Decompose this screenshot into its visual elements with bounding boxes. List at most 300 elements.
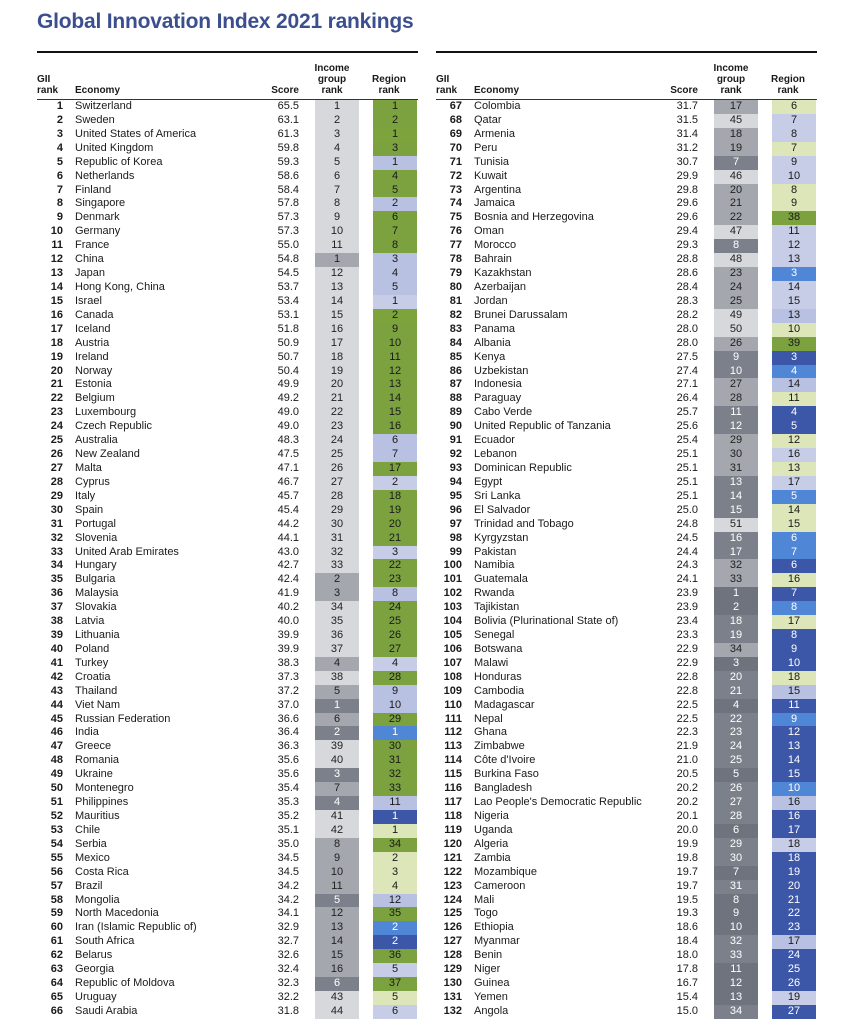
gii-rank-cell: 119 — [444, 823, 462, 836]
region-rank-cell: 6 — [772, 559, 816, 573]
score-cell: 18.0 — [676, 949, 698, 962]
economy-cell: Sweden — [75, 113, 115, 126]
score-cell: 32.3 — [277, 977, 299, 990]
income-group-rank-cell: 22 — [714, 211, 758, 225]
economy-cell: Rwanda — [474, 587, 515, 600]
score-cell: 44.1 — [277, 531, 299, 544]
region-rank-cell: 5 — [373, 991, 417, 1005]
table-row — [436, 239, 817, 253]
score-cell: 28.6 — [676, 267, 698, 280]
table-row — [436, 100, 817, 114]
gii-rank-cell: 80 — [449, 280, 462, 293]
score-cell: 25.4 — [676, 434, 698, 447]
income-group-rank-cell: 6 — [315, 170, 359, 184]
gii-rank-cell: 86 — [449, 364, 462, 377]
region-rank-cell: 13 — [772, 462, 816, 476]
region-rank-cell: 13 — [772, 740, 816, 754]
economy-cell: Zambia — [474, 851, 511, 864]
table-row — [436, 726, 817, 740]
income-group-rank-cell: 8 — [315, 838, 359, 852]
table-row — [37, 546, 418, 560]
score-cell: 29.8 — [676, 183, 698, 196]
income-group-rank-cell: 1 — [315, 253, 359, 267]
table-row — [436, 518, 817, 532]
economy-cell: Tunisia — [474, 155, 510, 168]
region-rank-cell: 1 — [373, 156, 417, 170]
economy-cell: Austria — [75, 336, 110, 349]
region-rank-cell: 24 — [772, 949, 816, 963]
table-row — [436, 225, 817, 239]
economy-cell: Bulgaria — [75, 573, 116, 586]
income-group-rank-cell: 28 — [714, 810, 758, 824]
table-body — [436, 100, 817, 1019]
table-row — [37, 935, 418, 949]
region-rank-cell: 7 — [373, 448, 417, 462]
region-rank-cell: 9 — [373, 323, 417, 337]
income-group-rank-cell: 29 — [714, 434, 758, 448]
income-group-rank-cell: 15 — [714, 504, 758, 518]
economy-cell: United Arab Emirates — [75, 545, 179, 558]
region-rank-cell: 26 — [373, 629, 417, 643]
economy-cell: Uruguay — [75, 991, 117, 1003]
table-body — [37, 100, 418, 1019]
economy-cell: Sri Lanka — [474, 489, 521, 502]
gii-rank-cell: 23 — [50, 406, 63, 419]
score-cell: 45.7 — [277, 489, 299, 502]
score-cell: 31.8 — [277, 1004, 299, 1017]
score-cell: 32.6 — [277, 949, 299, 962]
income-group-rank-cell: 26 — [315, 462, 359, 476]
income-group-rank-cell: 26 — [714, 782, 758, 796]
score-cell: 31.7 — [676, 100, 698, 112]
income-group-rank-cell: 3 — [315, 768, 359, 782]
score-cell: 25.7 — [676, 406, 698, 419]
score-cell: 21.0 — [676, 754, 698, 767]
score-cell: 46.7 — [277, 475, 299, 488]
region-rank-cell: 2 — [373, 197, 417, 211]
score-cell: 19.8 — [676, 851, 698, 864]
gii-rank-cell: 125 — [443, 907, 462, 920]
region-rank-cell: 13 — [772, 253, 816, 267]
table-row — [37, 713, 418, 727]
economy-cell: Hungary — [75, 559, 117, 572]
table-row — [436, 406, 817, 420]
score-cell: 19.7 — [676, 865, 698, 878]
income-group-rank-cell: 16 — [714, 532, 758, 546]
economy-cell: Mali — [474, 893, 495, 906]
income-group-rank-cell: 5 — [315, 156, 359, 170]
income-group-rank-cell: 44 — [315, 1005, 359, 1019]
region-rank-cell: 17 — [772, 935, 816, 949]
table-row — [37, 963, 418, 977]
region-rank-cell: 18 — [772, 852, 816, 866]
gii-rank-cell: 56 — [50, 865, 63, 878]
economy-cell: China — [75, 253, 104, 266]
region-rank-cell: 8 — [772, 629, 816, 643]
income-group-rank-cell: 38 — [315, 671, 359, 685]
region-rank-cell: 1 — [373, 295, 417, 309]
gii-rank-cell: 105 — [443, 629, 462, 642]
table-header — [37, 53, 418, 100]
economy-cell: Viet Nam — [75, 698, 121, 711]
score-cell: 23.9 — [676, 587, 698, 600]
score-cell: 48.3 — [277, 434, 299, 447]
gii-rank-cell: 30 — [50, 503, 63, 516]
economy-cell: Luxembourg — [75, 406, 137, 419]
income-group-rank-cell: 3 — [714, 657, 758, 671]
region-rank-cell: 5 — [373, 281, 417, 295]
table-row — [436, 907, 817, 921]
income-group-rank-cell: 17 — [315, 337, 359, 351]
table-row — [436, 462, 817, 476]
gii-rank-cell: 11 — [51, 239, 63, 252]
score-cell: 25.1 — [676, 461, 698, 474]
score-cell: 26.4 — [676, 392, 698, 405]
table-row — [37, 782, 418, 796]
economy-cell: Uzbekistan — [474, 364, 529, 377]
table-row — [436, 434, 817, 448]
table-row — [436, 351, 817, 365]
gii-rank-cell: 3 — [56, 127, 63, 140]
region-rank-cell: 6 — [772, 532, 816, 546]
region-rank-cell: 17 — [772, 476, 816, 490]
score-cell: 34.2 — [277, 893, 299, 906]
table-row — [436, 671, 817, 685]
score-cell: 25.0 — [676, 503, 698, 516]
gii-rank-cell: 101 — [443, 573, 462, 586]
income-group-rank-cell: 40 — [315, 754, 359, 768]
score-cell: 49.2 — [277, 392, 299, 405]
income-group-rank-cell: 24 — [714, 281, 758, 295]
gii-rank-cell: 110 — [444, 698, 462, 711]
region-rank-cell: 27 — [772, 1005, 816, 1019]
income-group-rank-cell: 33 — [315, 559, 359, 573]
region-rank-cell: 9 — [772, 197, 816, 211]
gii-rank-cell: 66 — [50, 1004, 63, 1017]
score-cell: 24.3 — [676, 559, 698, 572]
gii-rank-cell: 61 — [50, 935, 63, 948]
economy-cell: Mozambique — [474, 865, 537, 878]
table-row — [436, 211, 817, 225]
gii-rank-cell: 59 — [50, 907, 63, 920]
table-row — [436, 852, 817, 866]
economy-cell: Algeria — [474, 837, 509, 850]
gii-rank-cell: 68 — [449, 113, 462, 126]
region-rank-cell: 15 — [772, 685, 816, 699]
economy-cell: Burkina Faso — [474, 768, 539, 781]
gii-rank-cell: 4 — [56, 141, 63, 154]
gii-rank-cell: 10 — [50, 225, 63, 238]
gii-rank-cell: 57 — [50, 879, 63, 892]
score-cell: 49.9 — [277, 378, 299, 391]
score-cell: 54.5 — [277, 267, 299, 280]
region-rank-cell: 10 — [772, 170, 816, 184]
income-group-rank-cell: 9 — [714, 907, 758, 921]
table-row — [436, 573, 817, 587]
income-group-rank-cell: 21 — [714, 685, 758, 699]
income-group-rank-cell: 51 — [714, 518, 758, 532]
gii-rank-cell: 115 — [444, 768, 462, 781]
income-group-rank-cell: 9 — [315, 852, 359, 866]
economy-cell: Colombia — [474, 100, 521, 112]
income-group-rank-cell: 4 — [315, 796, 359, 810]
income-group-rank-cell: 27 — [714, 378, 758, 392]
table-row — [436, 657, 817, 671]
region-rank-cell: 14 — [772, 378, 816, 392]
score-cell: 24.4 — [676, 545, 698, 558]
table-row — [436, 977, 817, 991]
income-group-rank-cell: 5 — [315, 894, 359, 908]
header-income-group-rank: Income group rank — [713, 63, 749, 96]
region-rank-cell: 14 — [772, 754, 816, 768]
table-row — [436, 490, 817, 504]
gii-rank-cell: 99 — [449, 545, 462, 558]
table-row — [37, 406, 418, 420]
region-rank-cell: 2 — [373, 935, 417, 949]
table-row — [37, 768, 418, 782]
region-rank-cell: 5 — [373, 963, 417, 977]
economy-cell: Kenya — [474, 350, 506, 363]
region-rank-cell: 16 — [373, 420, 417, 434]
gii-rank-cell: 132 — [443, 1004, 462, 1017]
region-rank-cell: 16 — [772, 796, 816, 810]
income-group-rank-cell: 10 — [315, 866, 359, 880]
economy-cell: Mexico — [75, 851, 110, 864]
income-group-rank-cell: 43 — [315, 991, 359, 1005]
region-rank-cell: 1 — [373, 100, 417, 114]
score-cell: 37.2 — [277, 684, 299, 697]
score-cell: 63.1 — [277, 113, 299, 126]
gii-rank-cell: 98 — [449, 531, 462, 544]
economy-cell: New Zealand — [75, 448, 140, 461]
region-rank-cell: 23 — [373, 573, 417, 587]
region-rank-cell: 14 — [772, 281, 816, 295]
gii-rank-cell: 44 — [50, 698, 63, 711]
region-rank-cell: 12 — [772, 726, 816, 740]
score-cell: 28.2 — [676, 308, 698, 321]
income-group-rank-cell: 31 — [714, 462, 758, 476]
income-group-rank-cell: 24 — [714, 740, 758, 754]
table-row — [436, 949, 817, 963]
economy-cell: Slovenia — [75, 531, 118, 544]
income-group-rank-cell: 27 — [315, 476, 359, 490]
header-economy: Economy — [474, 85, 520, 96]
economy-cell: Paraguay — [474, 392, 522, 405]
income-group-rank-cell: 22 — [714, 713, 758, 727]
gii-rank-cell: 20 — [50, 364, 63, 377]
score-cell: 28.8 — [676, 253, 698, 266]
score-cell: 42.7 — [277, 559, 299, 572]
income-group-rank-cell: 14 — [315, 935, 359, 949]
income-group-rank-cell: 29 — [315, 504, 359, 518]
gii-rank-cell: 113 — [444, 740, 462, 753]
gii-rank-cell: 22 — [50, 392, 63, 405]
score-cell: 32.2 — [277, 991, 299, 1003]
score-cell: 28.3 — [676, 294, 698, 307]
gii-rank-cell: 122 — [443, 865, 462, 878]
income-group-rank-cell: 7 — [315, 184, 359, 198]
income-group-rank-cell: 11 — [315, 239, 359, 253]
region-rank-cell: 3 — [373, 546, 417, 560]
table-row — [37, 657, 418, 671]
region-rank-cell: 15 — [373, 406, 417, 420]
region-rank-cell: 2 — [373, 921, 417, 935]
gii-rank-cell: 123 — [443, 879, 462, 892]
table-row — [37, 726, 418, 740]
region-rank-cell: 30 — [373, 740, 417, 754]
table-row — [436, 323, 817, 337]
table-row — [37, 838, 418, 852]
region-rank-cell: 7 — [772, 142, 816, 156]
income-group-rank-cell: 28 — [315, 490, 359, 504]
gii-rank-cell: 46 — [50, 726, 63, 739]
gii-rank-cell: 72 — [449, 169, 462, 182]
income-group-rank-cell: 4 — [315, 142, 359, 156]
table-row — [37, 170, 418, 184]
table-row — [436, 782, 817, 796]
economy-cell: Argentina — [474, 183, 522, 196]
region-rank-cell: 10 — [373, 337, 417, 351]
region-rank-cell: 22 — [772, 907, 816, 921]
score-cell: 38.3 — [277, 656, 299, 669]
gii-rank-cell: 64 — [50, 977, 63, 990]
score-cell: 55.0 — [277, 239, 299, 252]
gii-rank-cell: 78 — [449, 253, 462, 266]
table-row — [37, 490, 418, 504]
score-cell: 36.3 — [277, 740, 299, 753]
economy-cell: Japan — [75, 267, 105, 280]
income-group-rank-cell: 30 — [714, 448, 758, 462]
region-rank-cell: 18 — [772, 838, 816, 852]
economy-cell: Republic of Korea — [75, 155, 163, 168]
table-row — [37, 573, 418, 587]
region-rank-cell: 12 — [772, 434, 816, 448]
gii-rank-cell: 16 — [50, 308, 63, 321]
score-cell: 31.2 — [676, 141, 698, 154]
region-rank-cell: 6 — [373, 1005, 417, 1019]
region-rank-cell: 11 — [772, 699, 816, 713]
income-group-rank-cell: 25 — [714, 754, 758, 768]
region-rank-cell: 12 — [772, 239, 816, 253]
score-cell: 59.3 — [277, 155, 299, 168]
income-group-rank-cell: 6 — [714, 824, 758, 838]
income-group-rank-cell: 3 — [315, 587, 359, 601]
economy-cell: Brazil — [75, 879, 103, 892]
gii-rank-cell: 108 — [443, 670, 462, 683]
income-group-rank-cell: 29 — [714, 838, 758, 852]
table-row — [37, 824, 418, 838]
region-rank-cell: 29 — [373, 713, 417, 727]
score-cell: 19.3 — [676, 907, 698, 920]
region-rank-cell: 11 — [373, 796, 417, 810]
region-rank-cell: 4 — [772, 365, 816, 379]
header-region-rank: Region rank — [372, 74, 406, 96]
gii-rank-cell: 73 — [449, 183, 462, 196]
table-row — [37, 239, 418, 253]
economy-cell: Trinidad and Tobago — [474, 517, 574, 530]
table-row — [37, 587, 418, 601]
table-row — [436, 740, 817, 754]
gii-rank-cell: 37 — [50, 601, 63, 614]
region-rank-cell: 18 — [772, 671, 816, 685]
score-cell: 29.3 — [676, 239, 698, 252]
economy-cell: Brunei Darussalam — [474, 308, 568, 321]
table-row — [37, 810, 418, 824]
region-rank-cell: 3 — [373, 142, 417, 156]
gii-rank-cell: 130 — [443, 977, 462, 990]
economy-cell: Egypt — [474, 475, 503, 488]
table-row — [436, 921, 817, 935]
table-row — [37, 852, 418, 866]
table-row — [436, 991, 817, 1005]
economy-cell: Latvia — [75, 615, 105, 628]
economy-cell: Estonia — [75, 378, 112, 391]
score-cell: 22.5 — [676, 712, 698, 725]
table-row — [37, 685, 418, 699]
score-cell: 17.8 — [676, 963, 698, 976]
gii-rank-cell: 1 — [56, 100, 63, 112]
region-rank-cell: 7 — [772, 587, 816, 601]
economy-cell: Malaysia — [75, 587, 119, 600]
economy-cell: Romania — [75, 754, 120, 767]
economy-cell: Thailand — [75, 684, 118, 697]
income-group-rank-cell: 8 — [714, 239, 758, 253]
table-row — [37, 476, 418, 490]
score-cell: 35.2 — [277, 810, 299, 823]
income-group-rank-cell: 20 — [714, 671, 758, 685]
gii-rank-cell: 39 — [50, 629, 63, 642]
score-cell: 34.2 — [277, 879, 299, 892]
score-cell: 57.3 — [277, 211, 299, 224]
region-rank-cell: 25 — [373, 615, 417, 629]
income-group-rank-cell: 33 — [714, 573, 758, 587]
table-row — [436, 935, 817, 949]
score-cell: 19.7 — [676, 879, 698, 892]
region-rank-cell: 26 — [772, 977, 816, 991]
table-row — [436, 197, 817, 211]
income-group-rank-cell: 19 — [315, 365, 359, 379]
income-group-rank-cell: 22 — [315, 406, 359, 420]
table-row — [436, 337, 817, 351]
region-rank-cell: 4 — [373, 657, 417, 671]
table-row — [37, 504, 418, 518]
income-group-rank-cell: 37 — [315, 643, 359, 657]
economy-cell: Ecuador — [474, 434, 515, 447]
table-row — [37, 532, 418, 546]
income-group-rank-cell: 12 — [315, 907, 359, 921]
economy-cell: Cabo Verde — [474, 406, 533, 419]
table-row — [37, 1005, 418, 1019]
economy-cell: Philippines — [75, 796, 129, 809]
region-rank-cell: 3 — [772, 267, 816, 281]
table-row — [436, 476, 817, 490]
gii-rank-cell: 19 — [50, 350, 63, 363]
economy-cell: Madagascar — [474, 698, 535, 711]
gii-rank-cell: 14 — [50, 280, 63, 293]
table-row — [37, 671, 418, 685]
region-rank-cell: 9 — [772, 713, 816, 727]
income-group-rank-cell: 50 — [714, 323, 758, 337]
score-cell: 20.2 — [676, 782, 698, 795]
gii-rank-cell: 87 — [449, 378, 462, 391]
table-row — [37, 559, 418, 573]
region-rank-cell: 1 — [373, 128, 417, 142]
gii-rank-cell: 21 — [50, 378, 63, 391]
gii-rank-cell: 89 — [449, 406, 462, 419]
income-group-rank-cell: 2 — [714, 601, 758, 615]
table-row — [436, 448, 817, 462]
region-rank-cell: 21 — [373, 532, 417, 546]
